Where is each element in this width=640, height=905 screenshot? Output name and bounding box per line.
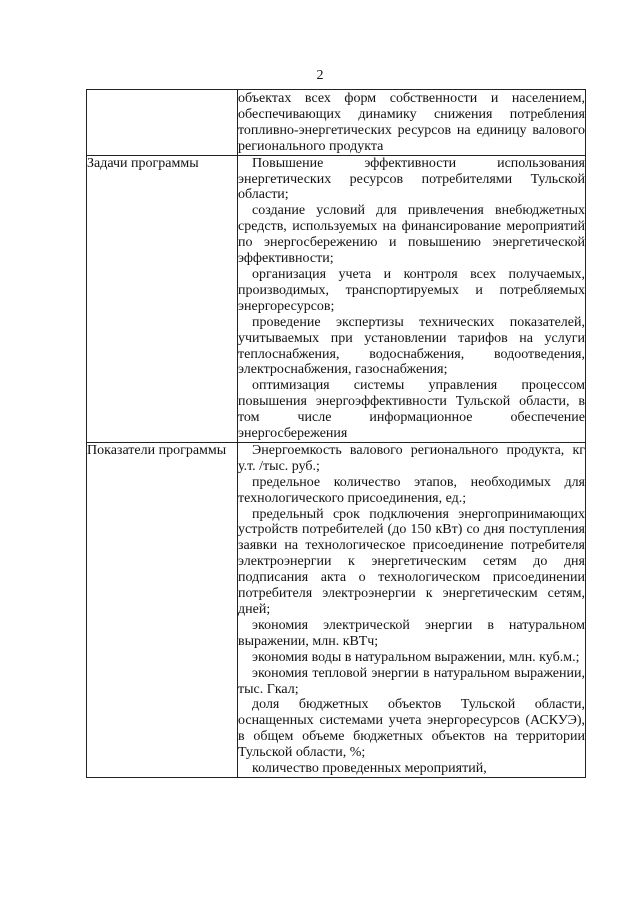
paragraph: доля бюджетных объектов Тульской области, оснащенных системами учета энергоресурсов (АСКУЭ), в общем объеме бюджетных объектов на территории Тульской области, %; — [238, 697, 585, 761]
paragraph: количество проведенных мероприятий, — [252, 761, 487, 777]
row-label-cell — [87, 90, 238, 156]
page-number: 2 — [316, 68, 324, 83]
paragraph: оптимизация системы управления процессом повышения энергоэффективности Тульской области, в том числе информационное обеспечение энергосбережения — [238, 378, 585, 442]
table-row-program-indicators — [87, 442, 586, 777]
program-passport-table — [86, 89, 586, 778]
row-label-cell — [87, 155, 238, 442]
paragraph: Энергоемкость валового регионального продукта, кг у.т. /тыс. руб.; — [238, 442, 585, 474]
paragraph: Повышение эффективности использования энергетических ресурсов потребителями Тульской области; — [238, 155, 585, 203]
paragraph: экономия электрической энергии в натуральном выражении, млн. кВТч; — [238, 617, 585, 649]
table-row-program-tasks — [87, 155, 586, 442]
row-content-cell — [238, 442, 586, 777]
row-content-cell — [238, 90, 586, 156]
row-label-cell — [87, 442, 238, 777]
paragraph: экономия тепловой энергии в натуральном выражении, тыс. Гкал; — [238, 665, 585, 697]
paragraph: создание условий для привлечения внебюджетных средств, используемых на финансирование мероприятий по энергосбережению и повышению энергетической эффективности; — [238, 203, 585, 267]
paragraph: организация учета и контроля всех получаемых, производимых, транспортируемых и потребляемых энергоресурсов; — [238, 266, 585, 314]
table-row-goal-continuation — [87, 90, 586, 156]
paragraph: проведение экспертизы технических показателей, учитываемых при установлении тарифов на услуги теплоснабжения, водоснабжения, водоотведения, электроснабжения, газоснабжения; — [238, 314, 585, 378]
row-content-cell — [238, 155, 586, 442]
row-label: Показатели программы — [87, 442, 227, 458]
row-label: Задачи программы — [87, 155, 199, 171]
paragraph: предельный срок подключения энергопринимающих устройств потребителей (до 150 кВт) со дня поступления заявки на технологическое присоединение потребителя электроэнергии к энергетическим сетям до дня подписания акта о технологическом присоединении потребителя электроэнергии к энергетическим сетям, дней; — [238, 506, 585, 617]
paragraph: предельное количество этапов, необходимых для технологического присоединения, ед.; — [238, 474, 585, 506]
paragraph: экономия воды в натуральном выражении, млн. куб.м.; — [252, 649, 580, 665]
paragraph: объектах всех форм собственности и населением, обеспечивающих динамику снижения потребления топливно-энергетических ресурсов на единицу валового регионального продукта — [238, 91, 585, 154]
